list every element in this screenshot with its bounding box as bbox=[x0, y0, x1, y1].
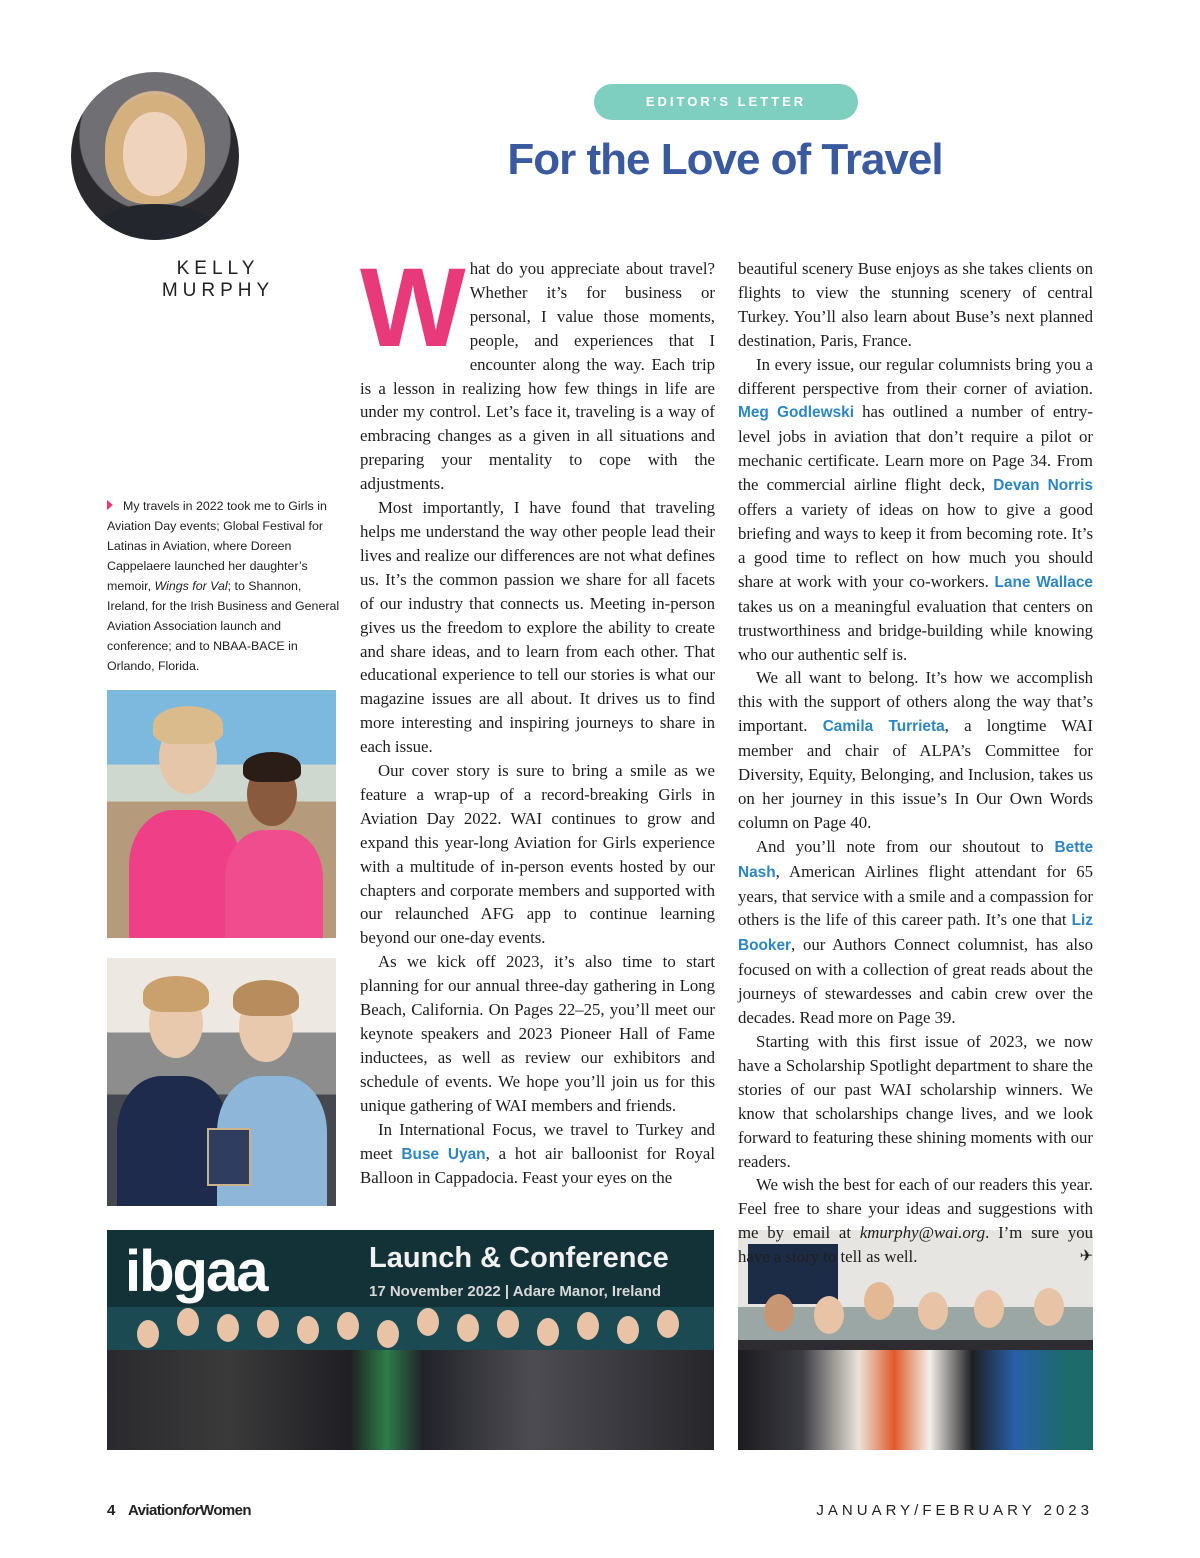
issue-date: JANUARY/FEBRUARY 2023 bbox=[816, 1502, 1093, 1519]
photo-festival-latinas bbox=[107, 958, 336, 1206]
name-bette-nash: Bette Nash bbox=[738, 838, 1093, 881]
banner-title: Launch & Conference bbox=[369, 1242, 669, 1274]
paragraph: As we kick off 2023, it’s also time to start planning for our annual three-day gathering in Long Beach, California. On Pages 22–25, you’ll meet our keynote speakers and 2023 Pioneer Hall of Fame inductees, as well as review our exhibitors and schedule of events. We hope you’ll join us for this unique gathering of WAI members and friends. bbox=[360, 952, 715, 1115]
name-devan-norris: Devan Norris bbox=[993, 477, 1093, 495]
paragraph: Most importantly, I have found that traveling helps me understand the way other people lead their lives and realize our differences are not what defines us. It’s the common passion we share for all facets of our industry that connects us. Meeting in-person gives us the freedom to explore the ability to create and share ideas, and to learn from each other. That educational experience to tell our stories is what our magazine issues are all about. It drives us to find more interesting and inspiring journeys to share in each issue. bbox=[360, 498, 715, 757]
paragraph: Our cover story is sure to bring a smile as we feature a wrap-up of a record-breaking Girls in Aviation Day 2022. WAI continues to grow and expand this year-long Aviation for Girls experience with a multitude of in-person events hosted by our chapters and corporate members and supported with our relaunched AFG app to continue learning beyond our one-day events. bbox=[360, 761, 715, 948]
author-first-name: KELLY bbox=[176, 258, 260, 279]
section-label: EDITOR’S LETTER bbox=[594, 84, 858, 120]
article-column-1 bbox=[360, 245, 716, 1190]
drop-cap: W bbox=[360, 245, 462, 370]
paragraph: In every issue, our regular columnists bring you a different perspective from their corner of aviation. Meg Godlewski has outlined a number of entry-level jobs in aviation that don’t require a pilot or mechanic certificate. Learn more on Page 34. From the commercial airline flight deck, Devan Norris offers a variety of ideas on how to give a good briefing and ways to keep it from becoming rote. It’s a good time to reflect on how much you should share at work with your co-workers. Lane Wallace takes us on a meaningful evaluation that centers on trustworthiness and bridge-building while knowing who our authentic self is. bbox=[738, 354, 1093, 664]
paragraph: We wish the best for each of our readers this year. Feel free to share your ideas and suggestions with me by email at kmurphy@wai.org. I’m sure you have a story to tell as well. ✈ bbox=[738, 1173, 1093, 1269]
book-title: Wings for Val bbox=[154, 579, 228, 593]
paragraph: We all want to belong. It’s how we accomplish this with the support of others along the way that’s important. Camila Turrieta, a longtime WAI member and chair of ALPA’s Committee for Diversity, Equity, Belonging, and Inclusion, takes us on her journey in this issue’s In Our Own Words column on Page 40. bbox=[738, 668, 1094, 832]
paragraph: Starting with this first issue of 2023, we now have a Scholarship Spotlight department to share the stories of our past WAI scholarship winners. We know that scholarships change lives, and we look forward to featuring these shining moments with our readers. bbox=[738, 1032, 1093, 1171]
ibgaa-logo: ibgaa bbox=[125, 1239, 267, 1304]
article-column-2 bbox=[738, 257, 1093, 1269]
airplane-icon: ✈ bbox=[1079, 1248, 1093, 1266]
author-last-name: MURPHY bbox=[161, 280, 275, 301]
author-portrait bbox=[71, 72, 239, 240]
paragraph: What do you appreciate about travel? Whether it’s for business or personal, I value those moments, people, and experiences that I encounter along the way. Each trip is a lesson in realizing how few things in life are under my control. Let’s face it, traveling is a way of embracing changes as a given in all situations and preparing your mentality to cope with the adjustments. bbox=[360, 245, 715, 494]
name-lane-wallace: Lane Wallace bbox=[994, 573, 1093, 591]
paragraph: And you’ll note from our shoutout to Bette Nash, American Airlines flight attendant for 65 years, that service with a smile and a compassion for others is the life of this career path. It’s one that Liz Booker, our Authors Connect columnist, has also focused on with a collection of great reads about the journeys of stewardesses and cabin crew over the decades. Read more on Page 39. bbox=[738, 836, 1093, 1028]
photo-caption: My travels in 2022 took me to Girls in Aviation Day events; Global Festival for Latinas in Aviation, where Doreen Cappelaere launched her daughter’s memoir, Wings for Val; to Shannon, Ireland, for the Irish Business and General Aviation Association launch and conference; and to NBAA-BACE in Orlando, Florida. bbox=[107, 499, 340, 673]
photo-ibgaa-conference bbox=[107, 1230, 714, 1450]
paragraph-cont: In International Focus, we travel to Turkey and meet Buse Uyan, a hot air balloonist for Royal Balloon in Cappadocia. Feast your eyes on the bbox=[360, 1119, 716, 1188]
name-liz-booker: Liz Booker bbox=[738, 912, 1093, 955]
name-camila-turrieta: Camila Turrieta bbox=[822, 718, 945, 736]
banner-subtitle: 17 November 2022 | Adare Manor, Ireland bbox=[369, 1283, 662, 1300]
caption-triangle-icon bbox=[107, 500, 113, 510]
author-name bbox=[118, 258, 318, 302]
page-title: For the Love of Travel bbox=[507, 135, 943, 184]
name-buse-uyan: Buse Uyan bbox=[401, 1145, 486, 1163]
paragraph-continued: beautiful scenery Buse enjoys as she takes clients on flights to view the stunning scenery of central Turkey. You’ll also learn about Buse’s next planned destination, Paris, France. bbox=[738, 259, 1093, 350]
name-meg-godlewski: Meg Godlewski bbox=[738, 404, 854, 422]
magazine-name: AviationforWomen bbox=[128, 1502, 251, 1519]
page-number: 4 bbox=[107, 1502, 116, 1519]
email-link[interactable]: kmurphy@wai.org bbox=[859, 1223, 986, 1243]
photo-girls-in-aviation bbox=[107, 690, 336, 938]
